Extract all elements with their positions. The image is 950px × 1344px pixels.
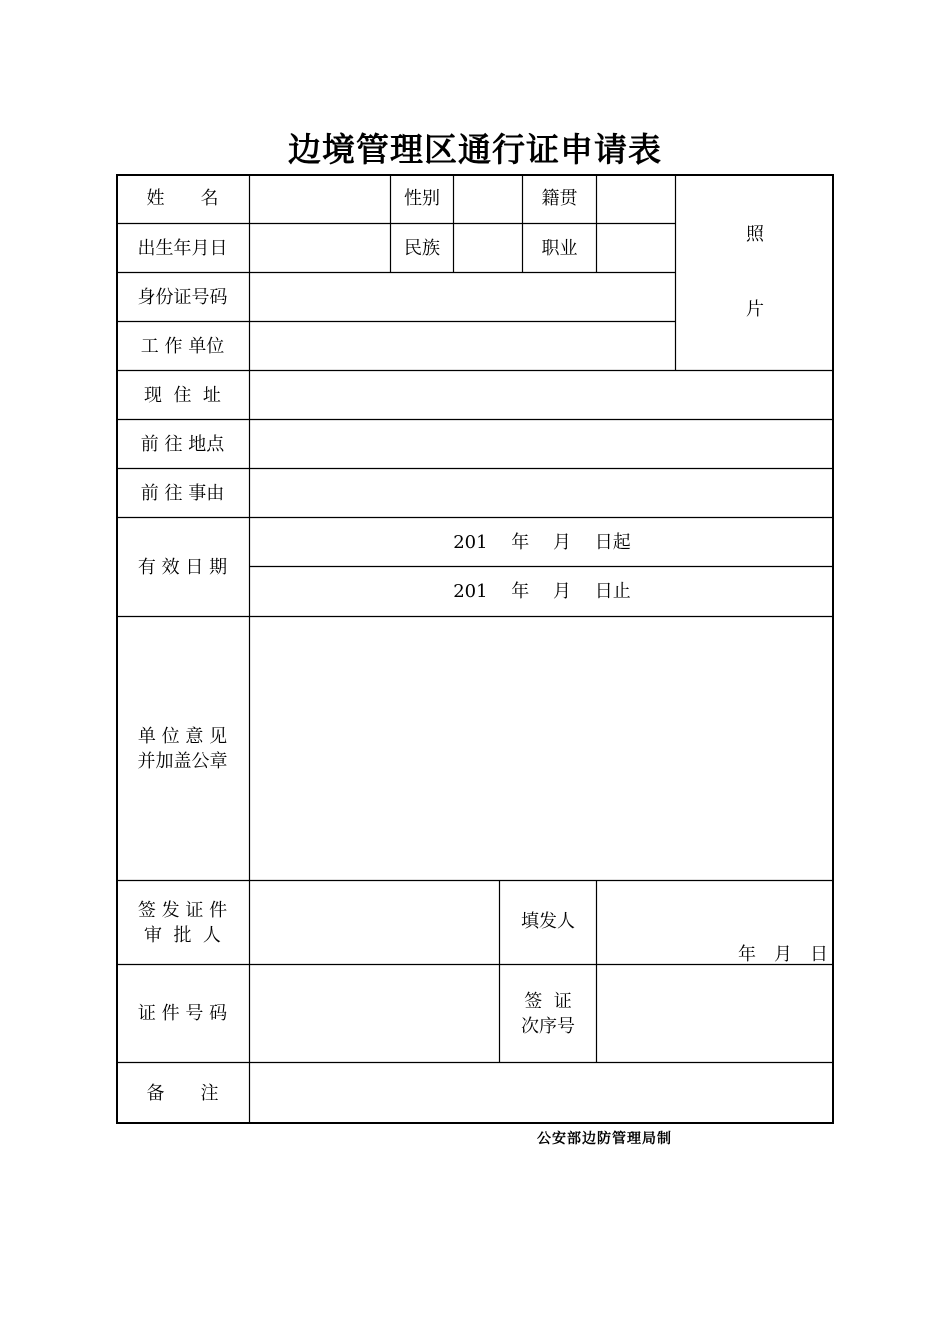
visa-sequence-label: 签 证 次序号 — [521, 990, 575, 1037]
remarks-label: 备 注 — [146, 1083, 219, 1104]
current-address-label: 现 住 址 — [144, 384, 221, 406]
gender-field[interactable] — [454, 174, 522, 223]
work-unit-field[interactable] — [250, 322, 675, 370]
issuer-label: 填发人 — [521, 911, 575, 932]
valid-to-field[interactable]: 201 年 月 日止 — [453, 581, 631, 602]
destination-label: 前 往 地点 — [140, 433, 225, 455]
work-unit-label: 工 作 单位 — [140, 335, 225, 357]
remarks-field[interactable] — [250, 1063, 834, 1124]
form-title: 边境管理区通行证申请表 — [288, 130, 662, 169]
birth-date-label: 出生年月日 — [137, 237, 228, 259]
valid-from-field[interactable]: 201 年 月 日起 — [453, 531, 631, 553]
destination-field[interactable] — [250, 420, 834, 468]
ethnicity-field[interactable] — [454, 224, 522, 272]
certificate-number-field[interactable] — [250, 965, 499, 1062]
approver-label: 签 发 证 件 审 批 人 — [137, 899, 228, 946]
name-label: 姓 名 — [146, 188, 219, 209]
issue-date-label: 年 月 日 — [738, 944, 828, 965]
id-number-field[interactable] — [250, 273, 675, 321]
native-place-label: 籍贯 — [541, 188, 578, 209]
ethnicity-label: 民族 — [404, 237, 440, 259]
native-place-field[interactable] — [597, 174, 675, 223]
unit-opinion-label: 单 位 意 见 并加盖公章 — [137, 725, 228, 772]
visa-sequence-field[interactable] — [597, 965, 834, 1062]
purpose-label: 前 往 事由 — [140, 482, 225, 504]
birth-date-field[interactable] — [250, 224, 390, 272]
unit-opinion-field[interactable] — [250, 617, 834, 880]
purpose-field[interactable] — [250, 469, 834, 517]
gender-label: 性别 — [404, 188, 440, 209]
name-field[interactable] — [250, 174, 390, 223]
application-form-table — [116, 174, 834, 1124]
id-number-label: 身份证号码 — [137, 286, 228, 308]
current-address-field[interactable] — [250, 371, 834, 419]
approver-field[interactable] — [250, 881, 499, 964]
occupation-label: 职业 — [541, 237, 578, 259]
photo-box[interactable]: 照 片 — [746, 224, 764, 320]
certificate-number-label: 证 件 号 码 — [137, 1003, 228, 1024]
valid-period-label: 有 效 日 期 — [137, 556, 228, 578]
issuing-authority: 公安部边防管理局制 — [537, 1131, 672, 1147]
occupation-field[interactable] — [597, 224, 675, 272]
